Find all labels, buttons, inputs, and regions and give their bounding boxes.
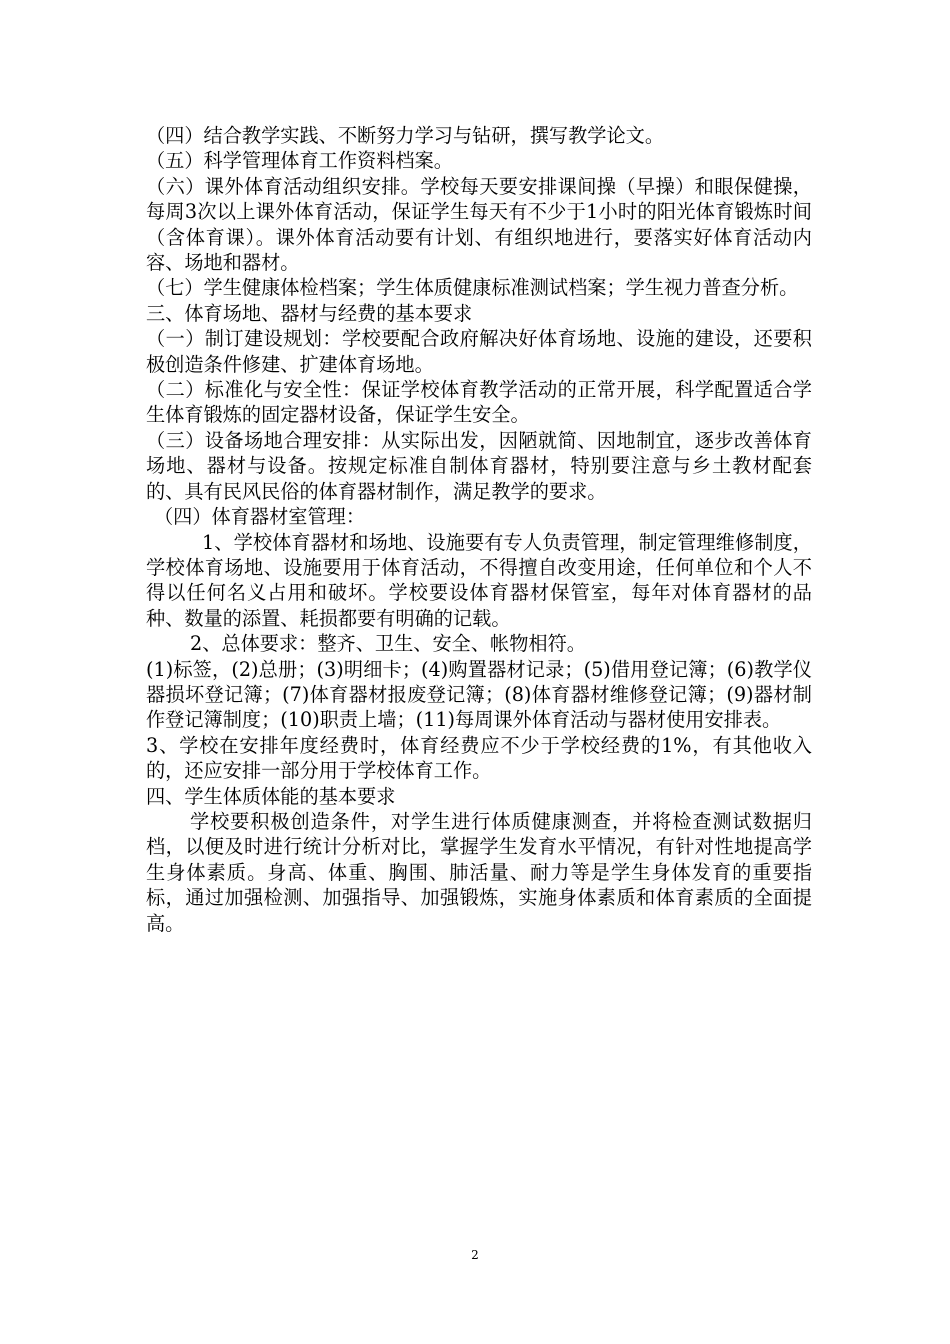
paragraph-3-4-item-1: 1、学校体育器材和场地、设施要有专人负责管理，制定管理维修制度，学校体育场地、设施要用于体育活动，不得擅自改变用途，任何单位和个人不得以任何名义占用和破坏。学校要设体育器材保管室，每年对体育器材的品种、数量的添置、耗损都要有明确的记载。 bbox=[146, 530, 812, 630]
paragraph-3-1-planning: （一）制订建设规划：学校要配合政府解决好体育场地、设施的建设，还要积极创造条件修建、扩建体育场地。 bbox=[146, 327, 812, 376]
section-heading-4: 四、学生体质体能的基本要求 bbox=[146, 784, 396, 808]
paragraph-3-2-safety: （二）标准化与安全性：保证学校体育教学活动的正常开展，科学配置适合学生体育锻炼的固定器材设备，保证学生安全。 bbox=[146, 378, 812, 427]
paragraph-6-extracurricular: （六）课外体育活动组织安排。学校每天要安排课间操（早操）和眼保健操，每周3次以上课外体育活动，保证学生每天有不少于1小时的阳光体育锻炼时间（含体育课）。课外体育活动要有计划、有组织地进行，要落实好体育活动内容、场地和器材。 bbox=[146, 174, 812, 275]
paragraph-records-list: (1)标签，(2)总册；(3)明细卡；(4)购置器材记录；(5)借用登记簿；(6)教学仪器损坏登记簿；(7)体育器材报废登记簿；(8)体育器材维修登记簿；(9)器材制作登记簿制度；(10)职责上墙；(11)每周课外体育活动与器材使用安排表。 bbox=[146, 657, 812, 732]
body-text bbox=[146, 123, 812, 936]
paragraph-physical-fitness: 学校要积极创造条件，对学生进行体质健康测查，并将检查测试数据归档，以便及时进行统计分析对比，掌握学生发育水平情况，有针对性地提高学生身体素质。身高、体重、胸围、肺活量、耐力等是学生身体发育的重要指标，通过加强检测、加强指导、加强锻炼，实施身体素质和体育素质的全面提高。 bbox=[146, 809, 812, 935]
paragraph-3-3-arrangement: （三）设备场地合理安排：从实际出发，因陋就简、因地制宜，逐步改善体育场地、器材与设备。按规定标准自制体育器材，特别要注意与乡土教材配套的、具有民风民俗的体育器材制作，满足教学的要求。 bbox=[146, 428, 812, 503]
section-heading-3: 三、体育场地、器材与经费的基本要求 bbox=[146, 301, 473, 325]
paragraph-7-health-records: （七）学生健康体检档案；学生体质健康标准测试档案；学生视力普查分析。 bbox=[146, 276, 799, 300]
paragraph-5-archives: （五）科学管理体育工作资料档案。 bbox=[146, 149, 453, 173]
paragraph-3-4-item-3: 3、学校在安排年度经费时，体育经费应不少于学校经费的1%，有其他收入的，还应安排一部分用于学校体育工作。 bbox=[146, 733, 812, 783]
page-number: 2 bbox=[471, 1248, 479, 1262]
paragraph-3-4-item-2: 2、总体要求：整齐、卫生、安全、帐物相符。 bbox=[190, 632, 586, 656]
paragraph-3-4-equipment-room: （四）体育器材室管理： bbox=[154, 505, 366, 529]
paragraph-4-teaching-papers: （四）结合教学实践、不断努力学习与钻研，撰写教学论文。 bbox=[146, 124, 665, 147]
